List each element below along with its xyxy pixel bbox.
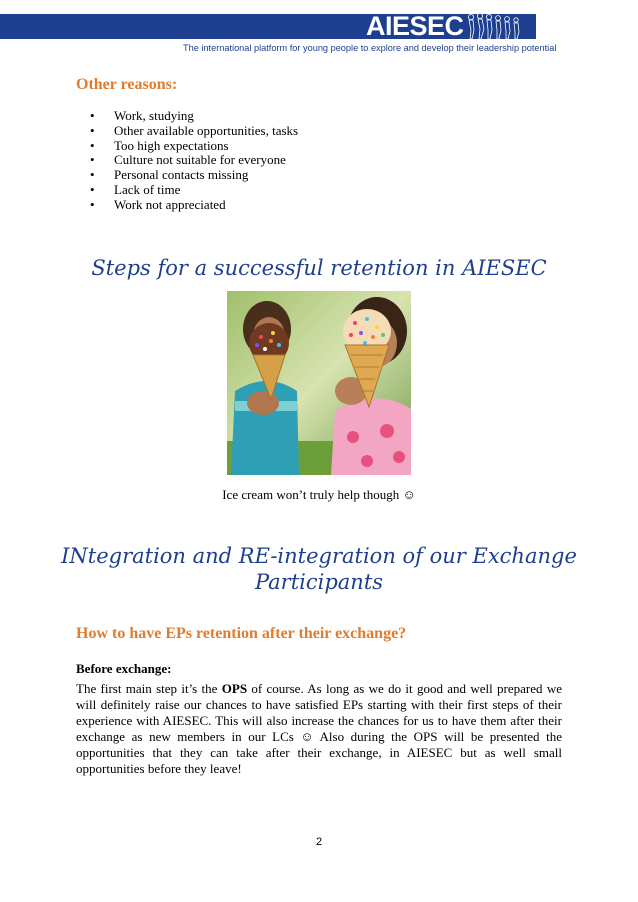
ep-retention-heading: How to have EPs retention after their exchange? <box>76 625 407 642</box>
ice-cream-image <box>227 291 411 475</box>
tagline: The international platform for young people to explore and develop their leadership potential <box>183 43 557 53</box>
steps-title: Steps for a successful retention in AIESEC <box>91 256 547 280</box>
list-item: • Too high expectations <box>90 139 298 154</box>
ops-paragraph <box>76 681 562 778</box>
people-silhouettes-icon <box>466 11 524 41</box>
list-item: • Other available opportunities, tasks <box>90 124 298 139</box>
integration-title-line1: INtegration and RE-integration of our Exchange <box>61 544 577 568</box>
ice-cream-photo <box>227 291 411 475</box>
list-item: • Work, studying <box>90 109 298 124</box>
list-item: • Work not appreciated <box>90 198 298 213</box>
paragraph-text-rest: of course. As long as we do it good and well prepared we will definitely raise our chances to have satisfied EPs starting with their first steps of their experience with AIESEC. This will also increase the chances for us to have them after their exchange as new members in our LCs ☺ Also during the OPS will be presented the opportunities that they can take after their exchange, in AIESEC but as well small opportunities before they leave! <box>76 681 562 777</box>
page-number: 2 <box>315 836 323 848</box>
list-item: • Lack of time <box>90 183 298 198</box>
paragraph-text-start: The first main step it’s the <box>76 681 222 696</box>
list-item: • Culture not suitable for everyone <box>90 153 298 168</box>
photo-caption: Ice cream won’t truly help though ☺ <box>222 487 416 502</box>
ops-bold-term: OPS <box>221 681 248 696</box>
other-reasons-list <box>90 109 298 213</box>
list-item: • Personal contacts missing <box>90 168 298 183</box>
other-reasons-heading: Other reasons: <box>76 76 178 93</box>
aiesec-logo <box>366 11 524 41</box>
logo-text: AIESEC <box>366 11 464 41</box>
integration-title-line2: Participants <box>254 570 384 594</box>
before-exchange-subheading: Before exchange: <box>76 661 172 676</box>
